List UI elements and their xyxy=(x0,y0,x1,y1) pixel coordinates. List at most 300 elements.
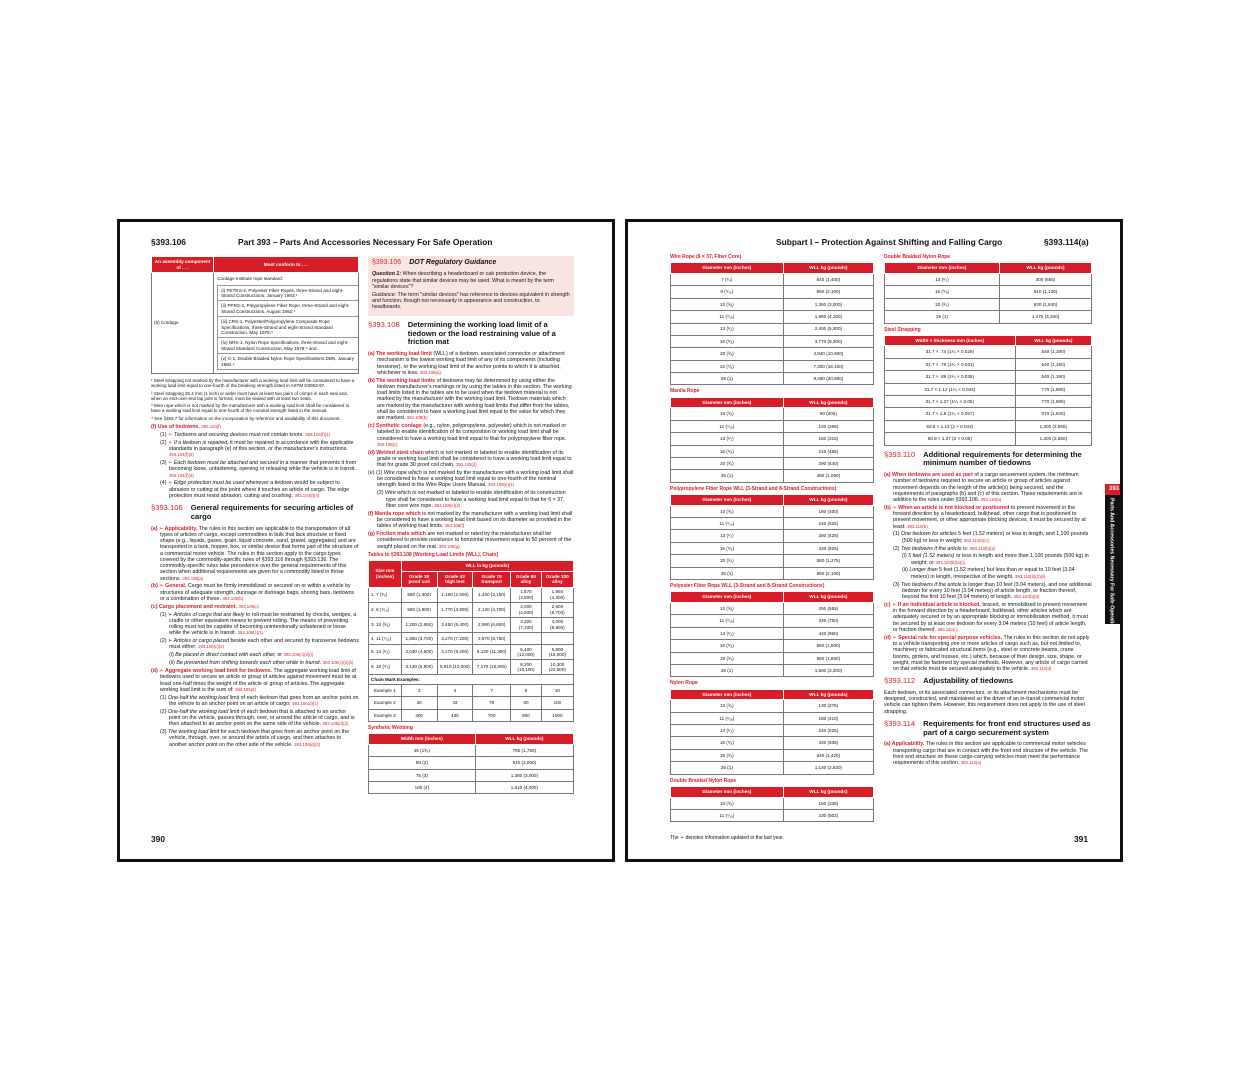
cite: 393.106(d)(2) xyxy=(322,721,349,727)
use-of-tiedowns-item xyxy=(151,480,359,499)
chain-example-cell: 100 xyxy=(541,697,573,709)
chain-example-cell: Example 1 xyxy=(369,684,402,696)
table-cell: 150 (336) xyxy=(783,797,873,809)
guidance-number: §393.106 xyxy=(372,259,402,266)
wll-table-title: Double Braided Nylon Rope xyxy=(670,777,737,784)
legend-note: The ➢ denotes information updated in the last year. xyxy=(670,835,784,842)
chain-table-title: Tables to §393.108 [Working Load Limits (WLL), Chain] xyxy=(368,551,499,558)
table-row xyxy=(671,712,874,724)
chain-cell: 3,200 (7,100) xyxy=(511,617,542,632)
table-cell: 16 (⁵⁄₈) xyxy=(671,737,784,749)
table-head-2: WLL kg (pounds) xyxy=(783,689,873,700)
label: (c) Cargo placement and restraint. xyxy=(151,603,237,610)
cite: 393.110(b) xyxy=(907,523,928,529)
chain-example-cell: Example 3 xyxy=(369,709,402,721)
chain-cell xyxy=(541,632,573,644)
wll-table-title: Polypropylene Fiber Rope WLL (3-Strand and 8-Strand Constructions) xyxy=(670,485,837,492)
table-head-1: Diameter mm (inches) xyxy=(671,495,784,506)
s110-b2: (2) Two tiedowns if the article is: 393.110(b)(2) xyxy=(893,545,996,552)
table-cell: 90 (205) xyxy=(783,408,873,420)
table-cell: 50 (2) xyxy=(369,757,476,769)
table-row xyxy=(671,457,874,469)
chain-grade-head: Grade 80 alloy xyxy=(511,571,542,587)
table-head-row xyxy=(671,263,874,274)
item-em: Tiedowns and securing devices xyxy=(173,431,248,438)
cite: 393.108(e)(1) xyxy=(488,482,515,488)
table-cell: 13 (¹⁄₂) xyxy=(885,273,1000,285)
table-cell: 25 (1) xyxy=(671,664,784,676)
table-row xyxy=(671,323,874,335)
assembly-row xyxy=(218,301,359,317)
section-number: §393.110 xyxy=(884,449,916,459)
right-column-2-tables xyxy=(884,255,1092,446)
text: limit of each tiedown that goes from an anchor point on the vehicle to an anchor point on an article of cargo; xyxy=(169,694,359,707)
table-cell: 25 (1) xyxy=(671,762,784,774)
label: (b) ➢ General. xyxy=(151,583,187,590)
chain-wll-head: WLL in kg (pounds) xyxy=(401,561,573,572)
chain-example-row xyxy=(369,709,574,721)
text: is not marked by the manufacturer with a working load limit shall be considered to have a working load limit equal to one-fourth of the nominal strength listed in the Wire Rope Users Manual. xyxy=(377,469,574,489)
use-of-tiedowns-item xyxy=(151,440,359,459)
use-of-tiedowns-items xyxy=(151,432,359,499)
regulatory-guidance-box xyxy=(368,256,574,316)
table-cell: 16 (⁵⁄₈) xyxy=(885,286,1000,298)
chain-example-cell: 4 xyxy=(437,684,473,696)
s108-c xyxy=(368,423,574,448)
label: (a) When tiedowns are used as part xyxy=(884,472,973,478)
item-marker: ➢ xyxy=(167,431,174,438)
chain-cell: 6. 16 (⁵⁄₈) xyxy=(369,660,402,675)
chain-example-row xyxy=(369,697,574,709)
cite: 393.104(f)(3) xyxy=(169,472,194,478)
table-cell: 1,200 (2,650) xyxy=(1015,433,1091,445)
chain-cell: 5,910 (13,000) xyxy=(437,660,473,675)
cite: 393.104(f)(4) xyxy=(294,492,320,498)
chain-cell: 860 (1,900) xyxy=(401,602,437,617)
table-head-row xyxy=(671,592,874,603)
chain-example-cell: 70 xyxy=(473,697,511,709)
assembly-item: (iv) NRS-1, Nylon Rope Specifications, three-Strand and eight-Strand Standard Construction, May 1979;⁴ and xyxy=(218,338,359,354)
chain-cell: 1,430 (3,150) xyxy=(473,587,511,602)
table-cell: 1,470 (3,250) xyxy=(1000,311,1092,323)
cite: 393.108(g) xyxy=(438,543,460,549)
table-cell: 250 (555) xyxy=(783,602,873,614)
assembly-item: (v) C-1, Double Braided Nylon Rope Specifications DBN, January 1984.⁴ xyxy=(218,354,359,370)
chain-grade-head: Grade 100 alloy xyxy=(541,571,573,587)
chain-cell: 7,170 (15,800) xyxy=(473,660,511,675)
table-cell: 7 (¹⁄₄) xyxy=(671,273,784,285)
guidance-title: DOT Regulatory Guidance xyxy=(409,259,497,266)
use-of-tiedowns-item xyxy=(151,432,359,438)
em: Wire which is not marked xyxy=(384,490,445,497)
chain-cell: 2,130 (4,700) xyxy=(473,602,511,617)
text: of tiedowns may be determined by using either the tiedown manufacturer's markings or by using the tables in this section. The working load limits listed in the tables are to be used when the tiedown material is not marked by the manufacturer with the working load limit. Tiedown materials which are marked by the manufacturer with working load limits that differ from the tables, shall be considered to have a working load limit equal to the value for which they are marked. xyxy=(377,377,572,422)
table-row xyxy=(885,298,1092,310)
table-cell: 45 (1³⁄₄) xyxy=(369,744,476,756)
table-row xyxy=(671,749,874,761)
text: When describing a headerboard or cab protection device, the regulations state that similar devices may be used. What is meant by the term "similar devices"? xyxy=(372,271,554,290)
chain-grade-head: Grade 43 high test xyxy=(437,571,473,587)
chain-cell: 2,030 (4,500) xyxy=(401,645,437,660)
chain-example-cell: Example 2 xyxy=(369,697,402,709)
em: Two tiedowns if the article xyxy=(900,581,962,588)
s110-b1: (1) One tiedown for articles 5 feet (1.52 meters) or less in length, and 1,100 pounds (500 kg) or less in weight; 393.110(b)(1) xyxy=(893,531,1089,544)
table-row xyxy=(671,433,874,445)
cite: 393.110(b)(3) xyxy=(1013,594,1040,600)
table-cell: 1,200 (2,650) xyxy=(1015,420,1091,432)
chain-row xyxy=(369,660,574,675)
chain-cell: 10,300 (22,600) xyxy=(541,660,573,675)
footnotes xyxy=(151,378,359,421)
table-cell: 20 (³⁄₄) xyxy=(671,457,784,469)
chain-example-cell: 700 xyxy=(473,709,511,721)
s108-e2: (2) Wire which is not marked or labeled to enable identification of its construction type shall be considered to have a working load limit equal to that for 6 × 37, fiber core wire rope. 393.108(e)(2) xyxy=(377,490,566,509)
table-cell: 75 (3) xyxy=(369,769,476,781)
text: are not marked or rated by the manufacturer shall be considered to provide resistance to horizontal movement equal to 50 percent of the weight placed on the mat. xyxy=(377,531,572,550)
chain-example-cell: 7 xyxy=(473,684,511,696)
chain-cell: 3,130 (6,900) xyxy=(401,660,437,675)
cite: 393.106(c) xyxy=(238,603,259,609)
chain-cell: 5,130 (11,300) xyxy=(473,645,511,660)
table-row xyxy=(671,664,874,676)
em: Longer than xyxy=(909,567,938,574)
label: Question 1: xyxy=(372,271,402,278)
assembly-row xyxy=(218,338,359,354)
table-cell: 13 (¹⁄₂) xyxy=(671,627,784,639)
table-row xyxy=(885,420,1092,432)
chain-example-cell: 430 xyxy=(437,709,473,721)
text: limit of each tiedown that is attached to an anchor point on the vehicle, passes through, over, or around the article of cargo, and is then attached to an anchor point on the same side of the vehicle. xyxy=(169,708,355,728)
wll-table-title: Double Braided Nylon Rope xyxy=(884,254,951,260)
section-title: Additional requirements for determining the minimum number of tiedowns xyxy=(923,449,1082,468)
table-row xyxy=(671,298,874,310)
table-head-1: Diameter mm (inches) xyxy=(885,263,1000,274)
table-cell: 20 (³⁄₄) xyxy=(671,348,784,360)
s110-a xyxy=(884,472,1092,503)
label: (d) ➢ Special rule for special purpose vehicles. xyxy=(884,634,1003,641)
cite: 393.110(b)(2)(ii) xyxy=(1014,573,1046,579)
table-head-row xyxy=(885,263,1092,274)
item-marker: ➢ xyxy=(167,460,174,467)
cite: 393.104(f)(1) xyxy=(305,431,331,437)
table-cell: 10 (³⁄₈) xyxy=(671,797,784,809)
s108-e1: (e) (1) Wire rope which is not marked by the manufacturer with a working load limit shall be considered to have a working load limit equal to one-fourth of the nominal strength listed in the Wire Rope Users Manual. 393.108(e)(1) xyxy=(368,469,574,489)
table-head-1: Width mm (inches) xyxy=(369,734,476,745)
table-row xyxy=(885,383,1092,395)
table-cell: 2,400 (5,300) xyxy=(783,323,873,335)
table-row xyxy=(671,602,874,614)
text: which is not marked or labeled to enable identification of its grade or working load limit shall be considered to have a working load limit equal to that for grade 30 proof coil chain. xyxy=(377,449,572,469)
chain-cell: 2,450 (5,400) xyxy=(437,617,473,632)
s112-text: Each tiedown, or its associated connectors, or its attachment mechanisms must be designed, constructed, and maintained so the driver of an in-transit commercial motor vehicle can tighten them. However, this requirement does not apply to the use of steel strapping. xyxy=(884,689,1085,715)
table-cell: 20 (³⁄₄) xyxy=(671,749,784,761)
table-cell: 11 (⁷⁄₁₆) xyxy=(671,712,784,724)
chain-cell: 5. 13 (¹⁄₂) xyxy=(369,645,402,660)
item-em: If a tiedown is repaired, xyxy=(173,439,229,446)
table-row xyxy=(885,273,1092,285)
chain-cell: 1,570 (3,500) xyxy=(511,587,542,602)
chain-wll-table xyxy=(368,560,574,722)
chain-size-head: Size mm (inches) xyxy=(369,561,402,588)
s110-b2i: (i) 5 feet (1.52 meters) or less in length and more than 1,100 pounds (500 kg) in weight; or 393.110(b)(2)(i) xyxy=(902,553,1089,566)
s110-b3: (3) Two tiedowns if the article is longer than 10 feet (3.04 meters), and one additional tiedown for every 10 feet (3.04 meters) of article length, or fraction thereof, beyond the first 10 feet (3.04 meters) of length. 393.110(b)(3) xyxy=(893,581,1092,601)
section-title: Adjustability of tiedowns xyxy=(923,676,1013,686)
table-row xyxy=(671,335,874,347)
table-head-row xyxy=(369,734,574,745)
table-cell: 240 (525) xyxy=(783,518,873,530)
cite: 393.106(d)(3) xyxy=(294,741,321,747)
assembly-col-1: An assembly component of . . . xyxy=(152,257,214,273)
synthetic-webbing-table xyxy=(368,733,574,794)
table-cell: 16 (⁵⁄₈) xyxy=(671,542,784,554)
wll-table-title: Manila Rope xyxy=(670,388,700,395)
cite: 393.110(d) xyxy=(1030,666,1052,671)
cite: 393.104(f)(2) xyxy=(169,452,194,458)
table-row xyxy=(369,744,574,756)
table-head-2: WLL kg (pounds) xyxy=(783,495,873,506)
cite: 393.104(f) xyxy=(201,424,221,430)
wll-table xyxy=(670,262,874,385)
em: One tiedown for articles xyxy=(900,531,957,538)
text: (WLL) of a tiedown, associated connector or attachment mechanism is the lowest working load limit of any of its components (including tensioner), or the working load limit of the anchor points to which it is attached, whichever is less. xyxy=(377,351,565,376)
table-head-1: Diameter mm (inches) xyxy=(671,592,784,603)
table-head-2: WLL kg (pounds) xyxy=(1000,263,1092,274)
wll-table-title: Steel Strapping xyxy=(884,326,921,333)
page-390 xyxy=(117,219,615,862)
cite: 393.108(f) xyxy=(444,523,465,529)
table-cell: 20 (³⁄₄) xyxy=(671,652,784,664)
assembly-item: (ii) PPRS-2, Polypropylene Fiber Rope, three-Strand and eight-Strand Constructions, August 1992;⁴ xyxy=(218,301,359,317)
table-head-2: WLL kg (pounds) xyxy=(783,786,873,797)
label: Guidance: xyxy=(372,291,397,298)
chain-example-cell: 10 xyxy=(541,684,573,696)
cite: 393.110(a) xyxy=(980,497,1002,502)
chain-cell: 2,990 (6,600) xyxy=(473,617,511,632)
chain-row xyxy=(369,645,574,660)
table-cell: 420 (925) xyxy=(783,542,873,554)
table-row xyxy=(885,311,1092,323)
chain-cell: 2. 8 (⁵⁄₁₆) xyxy=(369,602,402,617)
chain-cell: 6,800 (15,000) xyxy=(541,645,573,660)
table-cell: 3,770 (8,300) xyxy=(783,335,873,347)
table-cell: 240 (525) xyxy=(783,725,873,737)
assembly-item: (i) PETRS-2, Polyester Fiber Ropes, three-Strand and eight-Strand Constructions, January 1993;⁴ xyxy=(218,285,359,301)
table-cell: 420 (935) xyxy=(783,737,873,749)
assembly-col-2: Must conform to . . . xyxy=(214,257,359,273)
s108-g xyxy=(368,531,574,550)
table-cell: 31.7 × 1.12 (1¹⁄₄ × 0.044) xyxy=(885,383,1016,395)
table-row xyxy=(885,286,1092,298)
cite: 393.110(b)(2)(i) xyxy=(935,559,965,565)
table-cell: 25 (1) xyxy=(671,373,784,385)
table-cell: 300 (655) xyxy=(1000,273,1092,285)
table-cell: 16 (⁵⁄₈) xyxy=(671,335,784,347)
table-cell: 510 (1,130) xyxy=(1000,286,1092,298)
chain-cell: 4. 11 (⁷⁄₁₆) xyxy=(369,632,402,644)
s108-d xyxy=(368,450,574,469)
table-cell: 770 (1,690) xyxy=(1015,396,1091,408)
running-head-section: §393.106 xyxy=(151,237,186,247)
table-cell: 1,860 (4,100) xyxy=(783,311,873,323)
table-cell: 480 (1,050) xyxy=(783,470,873,482)
cite: 393.106(c)(2)(ii) xyxy=(322,660,354,666)
table-cell: 9,480 (20,900) xyxy=(783,373,873,385)
table-cell: 20 (³⁄₄) xyxy=(671,555,784,567)
table-cell: 540 (1,190) xyxy=(1015,358,1091,370)
section-number: §393.106 xyxy=(151,503,183,513)
table-cell: 11 (⁷⁄₁₆) xyxy=(671,518,784,530)
cite: 393.108(a) xyxy=(420,369,441,375)
cite: 393.108(b) xyxy=(406,415,428,421)
assembly-row xyxy=(218,354,359,370)
table-cell: 13 (¹⁄₂) xyxy=(671,725,784,737)
table-cell: 11 (⁷⁄₁₆) xyxy=(671,311,784,323)
table-cell: 180 (410) xyxy=(783,712,873,724)
item-marker: ➢ xyxy=(167,439,174,446)
section-number: §393.108 xyxy=(368,319,400,329)
chain-row xyxy=(369,617,574,632)
assembly-items xyxy=(217,285,359,370)
table-head-row xyxy=(671,397,874,408)
wll-table-title: Nylon Rope xyxy=(670,680,698,687)
text: (e.g., nylon, polypropylene, polyester) which is not marked or labeled to enable identification of its composition or working load limit shall be considered to have a working load limit equal to that for polypropylene fiber rope. xyxy=(377,423,567,442)
table-row xyxy=(671,470,874,482)
chain-example-cell: 30 xyxy=(401,697,437,709)
page-391 xyxy=(625,219,1123,862)
s114-a xyxy=(884,741,1092,766)
page-number: 390 xyxy=(151,834,165,845)
table-cell: 950 (2,100) xyxy=(783,286,873,298)
item-text: must not contain knots. xyxy=(247,431,304,438)
table-cell: 540 (1,190) xyxy=(1015,346,1091,358)
assembly-table xyxy=(151,256,359,374)
table-cell: 31.7 × .74 (1¹⁄₄ × 0.029) xyxy=(885,346,1016,358)
cite: 393.106(c)(2)(i) xyxy=(283,652,314,658)
wll-table xyxy=(670,397,874,483)
item-number: (4) xyxy=(160,480,167,487)
text: beside each other and secured by transverse tiedowns must either: xyxy=(169,638,359,651)
section-393-108-heading xyxy=(368,321,574,347)
chain-cell: 3. 10 (³⁄₈) xyxy=(369,617,402,632)
table-cell: 1,360 (3,000) xyxy=(783,298,873,310)
page-number: 391 xyxy=(1074,834,1088,845)
table-row xyxy=(885,433,1092,445)
table-row xyxy=(671,640,874,652)
table-cell: 13 (¹⁄₂) xyxy=(671,530,784,542)
item-number: (2) xyxy=(160,439,167,446)
table-cell: 31.7 × 1.27 (1¹⁄₄ × 0.05) xyxy=(885,396,1016,408)
wll-table-title: Wire Rope (6 × 37, Fiber Core) xyxy=(670,254,742,260)
s106-c2: (2) ➢ Articles or cargo placed beside each other and secured by transverse tiedowns must either: 393.106(c)(2) xyxy=(160,638,359,651)
table-row xyxy=(671,420,874,432)
em: ➢ Articles or cargo placed xyxy=(167,638,230,645)
table-cell: 13 (¹⁄₂) xyxy=(671,323,784,335)
table-row xyxy=(671,762,874,774)
table-row xyxy=(885,408,1092,420)
table-cell: 7,300 (16,100) xyxy=(783,360,873,372)
section-title: Requirements for front end structures used as part of a cargo securement system xyxy=(923,718,1091,737)
chain-cell: 3,270 (7,200) xyxy=(437,632,473,644)
footnote: ² Steel strapping 25.4 mm (1 inch) or wider must have at least two pairs of crimps in each seal and, when an end-over-end lap joint is formed, must be sealed with at least two seals. xyxy=(151,390,348,401)
table-cell: 10 (³⁄₈) xyxy=(671,700,784,712)
section-title: Determining the working load limit of a tiedown or the load restraining value of a friction mat xyxy=(407,319,556,347)
table-cell: 130 (278) xyxy=(783,700,873,712)
section-393-114-heading xyxy=(884,720,1092,737)
chain-example-cell: 80 xyxy=(511,697,542,709)
running-head-title: Subpart I – Protection Against Shifting and Falling Cargo xyxy=(776,237,1003,247)
table-cell: 290 (640) xyxy=(783,457,873,469)
wll-table xyxy=(670,591,874,677)
table-row xyxy=(369,769,574,781)
label: (c) ➢ If an individual article is blocked, xyxy=(884,601,981,608)
right-column-2 xyxy=(884,252,1092,768)
table-cell: 790 (1,750) xyxy=(475,744,573,756)
label: (a) Applicability. xyxy=(884,741,925,748)
section-393-110-heading xyxy=(884,451,1092,468)
use-of-tiedowns-item xyxy=(151,460,359,479)
s108-a xyxy=(368,351,574,376)
table-cell: 13 (¹⁄₂) xyxy=(671,433,784,445)
em: The working load limit xyxy=(167,729,220,736)
table-cell: 850 (1,880) xyxy=(783,652,873,664)
table-row xyxy=(671,445,874,457)
table-row xyxy=(671,725,874,737)
cite: 393.110(c) xyxy=(937,626,958,632)
table-cell: 180 (400) xyxy=(783,505,873,517)
item-text: it must be repaired in accordance with the applicable standards in paragraph (e) of this section, or the manufacturer's instructions. xyxy=(169,439,354,452)
chain-example-row xyxy=(369,684,574,696)
s106-c1: (1) ➢ Articles of cargo that are likely to roll must be restrained by chocks, wedges, a cradle or other equivalent means to prevent rolling. The means of preventing rolling must not be capable of becoming unintentionally unfastened or loose while the vehicle is in transit. 393.106(c)(1) xyxy=(160,611,357,637)
table-head-1: Diameter mm (inches) xyxy=(671,263,784,274)
cite: 393.108(d) xyxy=(455,462,477,468)
s106-d2: (2) One-half the working load limit of each tiedown that is attached to an anchor point on the vehicle, passes through, over, or around the article of cargo, and is then attached to an anchor point on the same side of the vehicle. 393.106(d)(2) xyxy=(160,708,355,728)
table-row xyxy=(671,797,874,809)
assembly-row xyxy=(218,285,359,301)
assembly-intro: Cordage Institute rope standard: xyxy=(217,276,283,282)
chain-row xyxy=(369,602,574,617)
chain-row xyxy=(369,587,574,602)
s108-f xyxy=(368,511,574,530)
table-cell: 640 (1,400) xyxy=(783,273,873,285)
text: or less in length and more than 1,100 pounds (500 kg) in weight; or xyxy=(911,553,1089,566)
table-cell: 25 (1) xyxy=(885,311,1000,323)
cite: 393.106(d)(1) xyxy=(292,700,319,706)
s110-d xyxy=(884,635,1092,673)
table-cell: 1,140 (2,520) xyxy=(783,762,873,774)
table-row xyxy=(885,358,1092,370)
table-row xyxy=(671,518,874,530)
table-cell: 4,940 (10,900) xyxy=(783,348,873,360)
footnote: ⁴ See §393.7 for information on the incorporation by reference and availability of this document. xyxy=(151,415,341,421)
table-row xyxy=(671,555,874,567)
wll-table xyxy=(670,494,874,580)
em: Be prevented from shifting towards each other while in transit. xyxy=(176,660,322,667)
left-column-1 xyxy=(151,256,359,749)
table-row xyxy=(671,652,874,664)
label: (d) ➢ Aggregate working load limit for tiedowns. xyxy=(151,668,273,675)
chain-example-cell: 300 xyxy=(401,709,437,721)
text: 5 feet (1.52 meters) or less in length, and 1,100 pounds (500 kg) or less in weight; xyxy=(902,531,1089,544)
table-cell: 910 (2,000) xyxy=(475,757,573,769)
table-head-row xyxy=(671,495,874,506)
table-cell: 31.7 × .89 (1¹⁄₄ × 0.035) xyxy=(885,371,1016,383)
s106-a xyxy=(151,526,359,582)
table-cell: 230 (502) xyxy=(783,809,873,821)
item-em: Edge protection must be used xyxy=(173,480,245,487)
chain-cell xyxy=(511,632,542,644)
table-row xyxy=(671,273,874,285)
assembly-cordage: (5) Cordage xyxy=(152,273,214,374)
